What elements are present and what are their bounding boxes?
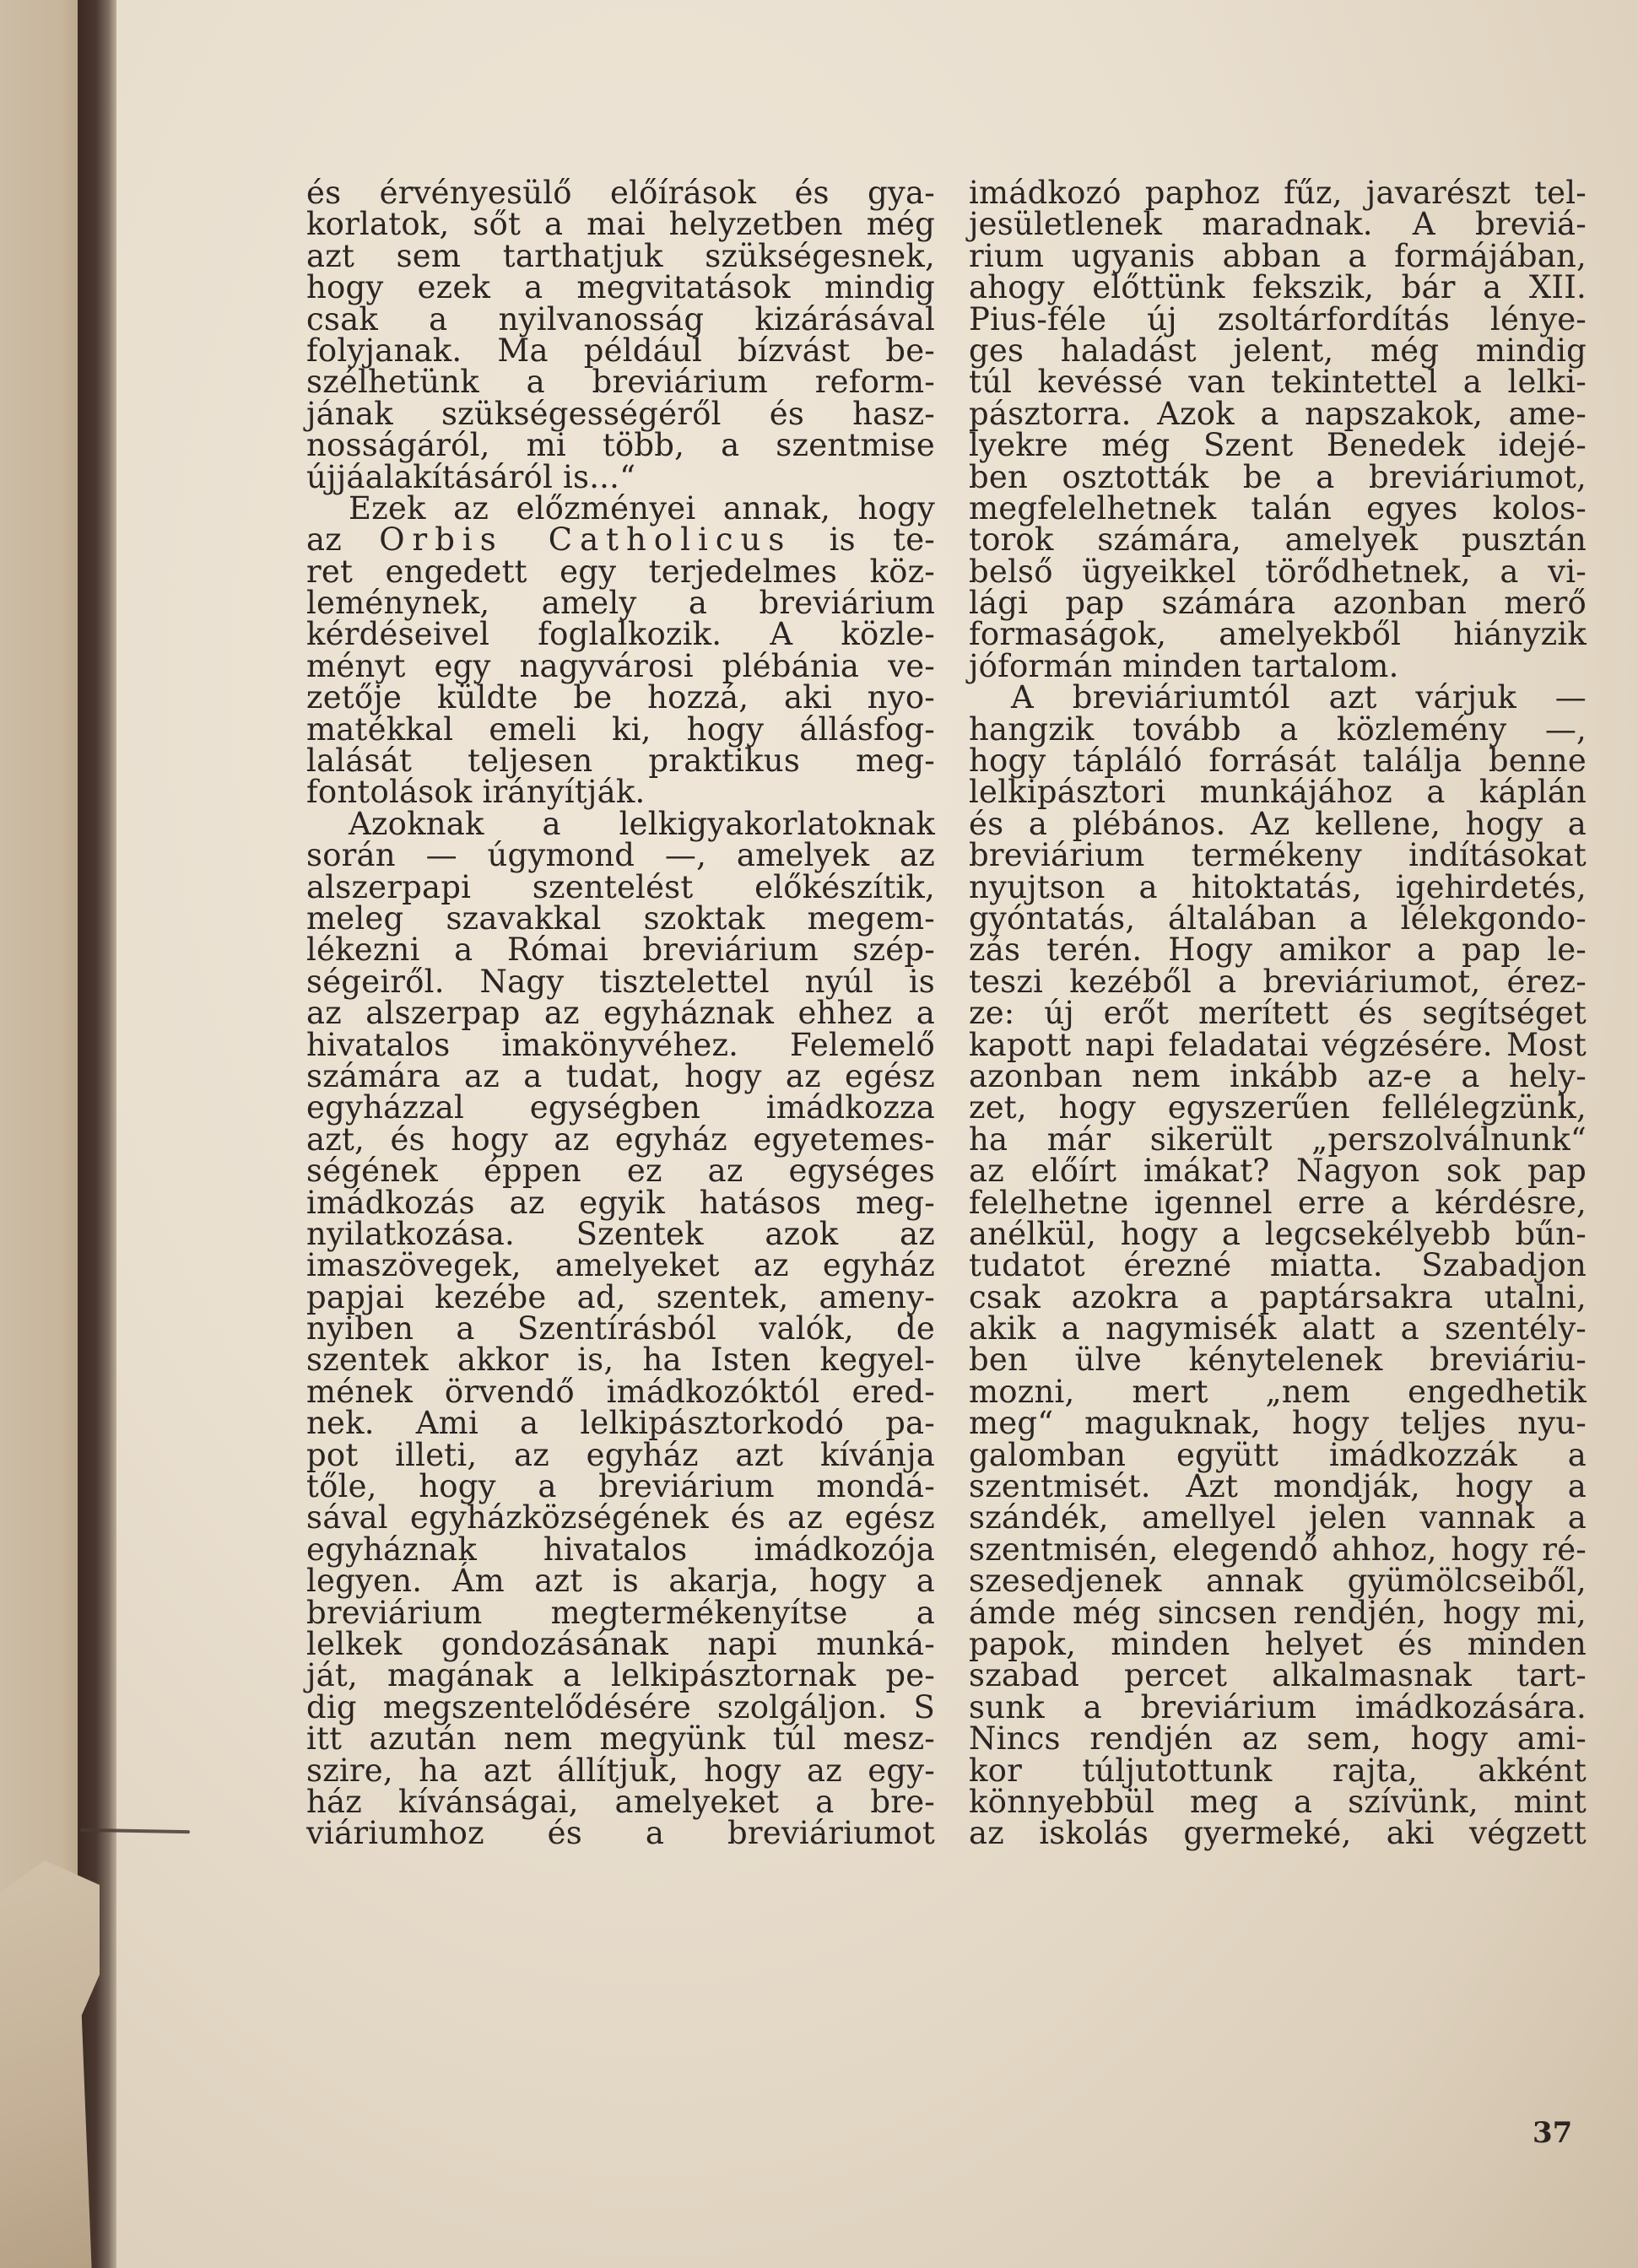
- text-line: meleg szavakkal szoktak megem-: [306, 899, 935, 937]
- text-line: szire, ha azt állítjuk, hogy az egy-: [306, 1752, 935, 1789]
- text-line: nek. Ami a lelkipásztorkodó pa-: [306, 1405, 935, 1442]
- text-line: az alszerpap az egyháznak ehhez a: [306, 995, 935, 1032]
- text-line: rium ugyanis abban a formájában,: [969, 237, 1587, 274]
- text-line: pásztorra. Azok a napszakok, ame-: [969, 395, 1587, 432]
- text-line: az előírt imákat? Nagyon sok pap: [969, 1153, 1587, 1190]
- text-line: dig megszentelődésére szolgáljon. S: [306, 1688, 935, 1725]
- text-line: az Orbis Catholicus is te-: [306, 521, 935, 559]
- text-line: tőle, hogy a breviárium mondá-: [306, 1468, 935, 1505]
- text-line: számára az a tudat, hogy az egész: [306, 1057, 935, 1094]
- text-line: egyháznak hivatalos imádkozója: [306, 1531, 935, 1568]
- text-line: csak azokra a paptársakra utalni,: [969, 1278, 1587, 1315]
- text-line: ben ülve kénytelenek breviáriu-: [969, 1342, 1587, 1379]
- text-line: ahogy előttünk fekszik, bár a XII.: [969, 269, 1587, 306]
- text-line: nyujtson a hitoktatás, igehirdetés,: [969, 868, 1587, 905]
- text-line: belső ügyeikkel törődhetnek, a vi-: [969, 553, 1587, 590]
- text-line: jesületlenek maradnak. A breviá-: [969, 206, 1587, 243]
- text-line: Azoknak a lelkigyakorlatoknak: [349, 805, 935, 842]
- text-line: megfelelhetnek talán egyes kolos-: [969, 489, 1587, 526]
- text-line: mozni, mert „nem engedhetik: [969, 1373, 1587, 1410]
- text-line: fontolások irányítják.: [306, 774, 646, 811]
- text-line: formaságok, amelyekből hiányzik: [969, 616, 1587, 653]
- text-line: torok számára, amelyek pusztán: [969, 521, 1587, 559]
- text-line: jának szükségességéről és hasz-: [306, 395, 935, 432]
- text-line: teszi kezéből a breviáriumot, érez-: [969, 963, 1587, 1000]
- text-line: egyházzal egységben imádkozza: [306, 1089, 935, 1126]
- text-line: szentmisén, elegendő ahhoz, hogy ré-: [969, 1531, 1587, 1568]
- text-line: zet, hogy egyszerűen fellélegzünk,: [969, 1089, 1587, 1126]
- text-line: lyekre még Szent Benedek idejé-: [969, 427, 1587, 464]
- text-line: jóformán minden tartalom.: [969, 647, 1399, 684]
- text-line: breviárium megtermékenyítse a: [306, 1594, 935, 1631]
- text-line: azt sem tarthatjuk szükségesnek,: [306, 237, 935, 274]
- text-line: ségének éppen ez az egységes: [306, 1153, 935, 1190]
- text-line: szentek akkor is, ha Isten kegyel-: [306, 1342, 935, 1379]
- text-line: anélkül, hogy a legcsekélyebb bűn-: [969, 1215, 1587, 1252]
- text-line: ségeiről. Nagy tisztelettel nyúl is: [306, 963, 935, 1000]
- text-line: A breviáriumtól azt várjuk —: [1011, 679, 1587, 716]
- text-line: papok, minden helyet és minden: [969, 1625, 1587, 1662]
- text-line: nosságáról, mi több, a szentmise: [306, 427, 935, 464]
- text-line: ámde még sincsen rendjén, hogy mi,: [969, 1594, 1587, 1631]
- text-line: folyjanak. Ma például bízvást be-: [306, 332, 935, 369]
- text-line: ben osztották be a breviáriumot,: [969, 458, 1587, 495]
- text-line: zás terén. Hogy amikor a pap le-: [969, 932, 1587, 969]
- text-line: ját, magának a lelkipásztornak pe-: [306, 1657, 935, 1694]
- right-text-column: [969, 177, 1587, 1850]
- text-line: kapott napi feladatai végzésére. Most: [969, 1026, 1587, 1063]
- text-line: alszerpapi szentelést előkészítik,: [306, 868, 935, 905]
- text-line: hogy tápláló forrását találja benne: [969, 742, 1587, 780]
- text-line: matékkal emeli ki, hogy állásfog-: [306, 710, 935, 748]
- text-line: tudatot érezné miatta. Szabadjon: [969, 1247, 1587, 1284]
- text-line: Pius-féle új zsoltárfordítás lénye-: [969, 300, 1587, 338]
- text-line: ház kívánságai, amelyeket a bre-: [306, 1783, 935, 1820]
- text-line: viáriumhoz és a breviáriumot: [306, 1815, 935, 1852]
- text-line: ze: új erőt merített és segítséget: [969, 995, 1587, 1032]
- text-line: meg“ maguknak, hogy teljes nyu-: [969, 1405, 1587, 1442]
- text-line: sával egyházközségének és az egész: [306, 1499, 935, 1536]
- text-line: kérdéseivel foglalkozik. A közle-: [306, 616, 935, 653]
- left-text-column: [306, 177, 935, 1850]
- text-line: ges haladást jelent, még mindig: [969, 332, 1587, 369]
- text-line: mének örvendő imádkozóktól ered-: [306, 1373, 935, 1410]
- text-line: ret engedett egy terjedelmes köz-: [306, 553, 935, 590]
- text-line: és érvényesülő előírások és gya-: [306, 175, 935, 211]
- emphasized-title: Orbis Catholicus: [379, 521, 792, 559]
- text-line: imádkozó paphoz fűz, javarészt tel-: [969, 175, 1587, 211]
- text-line: felelhetne igennel erre a kérdésre,: [969, 1184, 1587, 1221]
- text-line: hogy ezek a megvitatások mindig: [306, 269, 935, 306]
- text-line: és a plébános. Az kellene, hogy a: [969, 805, 1587, 842]
- text-line: Nincs rendjén az sem, hogy ami-: [969, 1720, 1587, 1758]
- text-line: azt, és hogy az egyház egyetemes-: [306, 1120, 935, 1158]
- text-line: lalását teljesen praktikus meg-: [306, 742, 935, 780]
- text-line: azonban nem inkább az-e a hely-: [969, 1057, 1587, 1094]
- text-line: sunk a breviárium imádkozására.: [969, 1688, 1587, 1725]
- text-line: ha már sikerült „perszolválnunk“: [969, 1120, 1587, 1158]
- text-line: szabad percet alkalmasnak tart-: [969, 1657, 1587, 1694]
- text-line: szesedjenek annak gyümölcseiből,: [969, 1563, 1587, 1600]
- text-line: lékezni a Római breviárium szép-: [306, 932, 935, 969]
- text-line: imádkozás az egyik hatásos meg-: [306, 1184, 935, 1221]
- text-line: lelkipásztori munkájához a káplán: [969, 774, 1587, 811]
- page-number: 37: [1533, 2116, 1573, 2150]
- text-line: legyen. Ám azt is akarja, hogy a: [306, 1563, 935, 1600]
- text-line: szélhetünk a breviárium reform-: [306, 364, 935, 401]
- book-page: [116, 0, 1638, 2268]
- text-line: breviárium termékeny indításokat: [969, 837, 1587, 874]
- text-line: során — úgymond —, amelyek az: [306, 837, 935, 874]
- text-line: lági pap számára azonban merő: [969, 585, 1587, 622]
- text-line: ményt egy nagyvárosi plébánia ve-: [306, 647, 935, 684]
- text-line: szentmisét. Azt mondják, hogy a: [969, 1468, 1587, 1505]
- text-line: galomban együtt imádkozzák a: [969, 1436, 1587, 1473]
- text-line: hangzik tovább a közlemény —,: [969, 710, 1587, 748]
- text-line: az iskolás gyermeké, aki végzett: [969, 1815, 1587, 1852]
- text-line: pot illeti, az egyház azt kívánja: [306, 1436, 935, 1473]
- text-line: lelkek gondozásának napi munká-: [306, 1625, 935, 1662]
- text-line: kor túljutottunk rajta, akként: [969, 1752, 1587, 1789]
- text-line: újjáalakításáról is...“: [306, 458, 636, 495]
- text-line: könnyebbül meg a szívünk, mint: [969, 1783, 1587, 1820]
- text-line: akik a nagymisék alatt a szentély-: [969, 1310, 1587, 1347]
- text-line: imaszövegek, amelyeket az egyház: [306, 1247, 935, 1284]
- text-line: zetője küldte be hozzá, aki nyo-: [306, 679, 935, 716]
- text-line: nyilatkozása. Szentek azok az: [306, 1215, 935, 1252]
- text-line: nyiben a Szentírásból valók, de: [306, 1310, 935, 1347]
- text-line: szándék, amellyel jelen vannak a: [969, 1499, 1587, 1536]
- text-line: hivatalos imakönyvéhez. Felemelő: [306, 1026, 935, 1063]
- text-line: csak a nyilvanosság kizárásával: [306, 300, 935, 338]
- text-line: korlatok, sőt a mai helyzetben még: [306, 206, 935, 243]
- text-line: gyóntatás, általában a lélekgondo-: [969, 899, 1587, 937]
- text-line: túl kevéssé van tekintettel a lelki-: [969, 364, 1587, 401]
- text-line: Ezek az előzményei annak, hogy: [349, 489, 935, 526]
- text-line: leménynek, amely a breviárium: [306, 585, 935, 622]
- text-line: itt azután nem megyünk túl mesz-: [306, 1720, 935, 1758]
- text-line: papjai kezébe ad, szentek, ameny-: [306, 1278, 935, 1315]
